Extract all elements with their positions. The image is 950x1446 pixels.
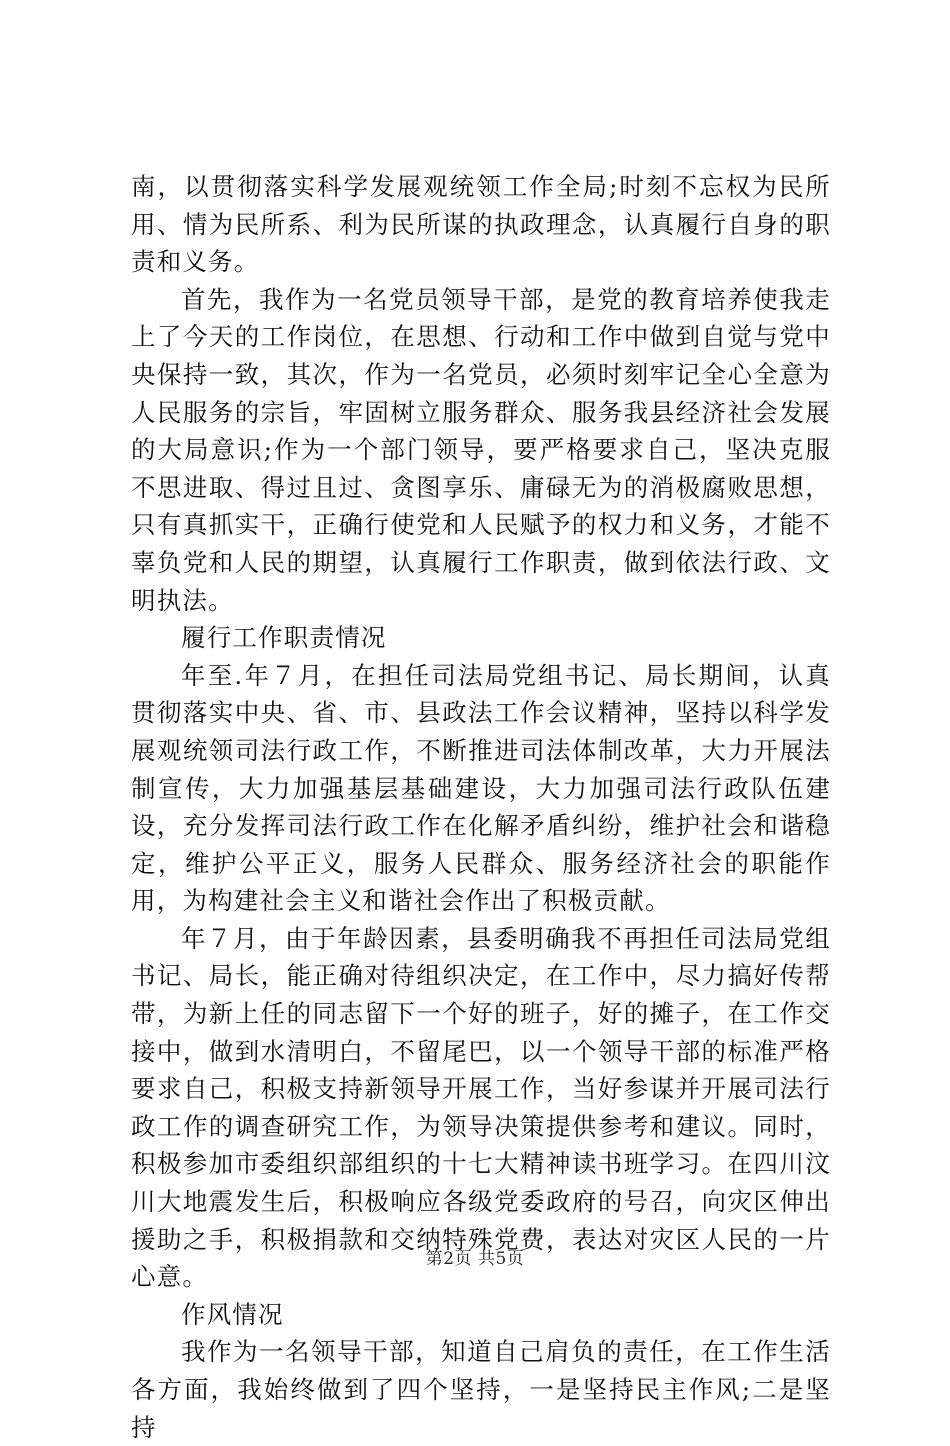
paragraph-judicial-work: 年至.年７月，在担任司法局党组书记、局长期间，认真贯彻落实中央、省、市、县政法工作会议精神，坚持以科学发展观统领司法行政工作，不断推进司法体制改革，大力开展法制宣传，大力加强基层基础建设，大力加强司法行政队伍建设，充分发挥司法行政工作在化解矛盾纠纷，维护社会和谐稳定，维护公平正义，服务人民群众、服务经济社会的职能作用，为构建社会主义和谐社会作出了积极贡献。 (131, 660, 831, 916)
paragraph-continuation: 南，以贯彻落实科学发展观统领工作全局;时刻不忘权为民所用、情为民所系、利为民所谋的执政理念，认真履行自身的职责和义务。 (131, 172, 831, 277)
section-heading-conduct: 作风情况 (181, 1299, 284, 1329)
section-heading-duties: 履行工作职责情况 (181, 623, 387, 653)
paragraph-party-member-duties: 首先，我作为一名党员领导干部，是党的教育培养使我走上了今天的工作岗位，在思想、行动和工作中做到自觉与党中央保持一致，其次，作为一名党员，必须时刻牢记全心全意为人民服务的宗旨，牢固树立服务群众、服务我县经济社会发展的大局意识;作为一个部门领导，要严格要求自己，坚决克服不思进取、得过且过、贪图享乐、庸碌无为的消极腐败思想，只有真抓实干，正确行使党和人民赋予的权力和义务，才能不辜负党和人民的期望，认真履行工作职责，做到依法行政、文明执法。 (131, 284, 831, 615)
paragraph-transition: 年７月，由于年龄因素，县委明确我不再担任司法局党组书记、局长，能正确对待组织决定，在工作中，尽力搞好传帮带，为新上任的同志留下一个好的班子，好的摊子，在工作交接中，做到水清明白，不留尾巴，以一个领导干部的标准严格要求自己，积极支持新领导开展工作，当好参谋并开展司法行政工作的调查研究工作，为领导决策提供参考和建议。同时，积极参加市委组织部组织的十七大精神读书班学习。在四川汶川大地震发生后，积极响应各级党委政府的号召，向灾区伸出援助之手，积极捐款和交纳特殊党费，表达对灾区人民的一片心意。 (131, 923, 831, 1292)
paragraph-conduct: 我作为一名领导干部，知道自己肩负的责任，在工作生活各方面，我始终做到了四个坚持，一是坚持民主作风;二是坚持 (131, 1337, 831, 1442)
page-number-footer: 第2页 共5页 (425, 1249, 525, 1269)
